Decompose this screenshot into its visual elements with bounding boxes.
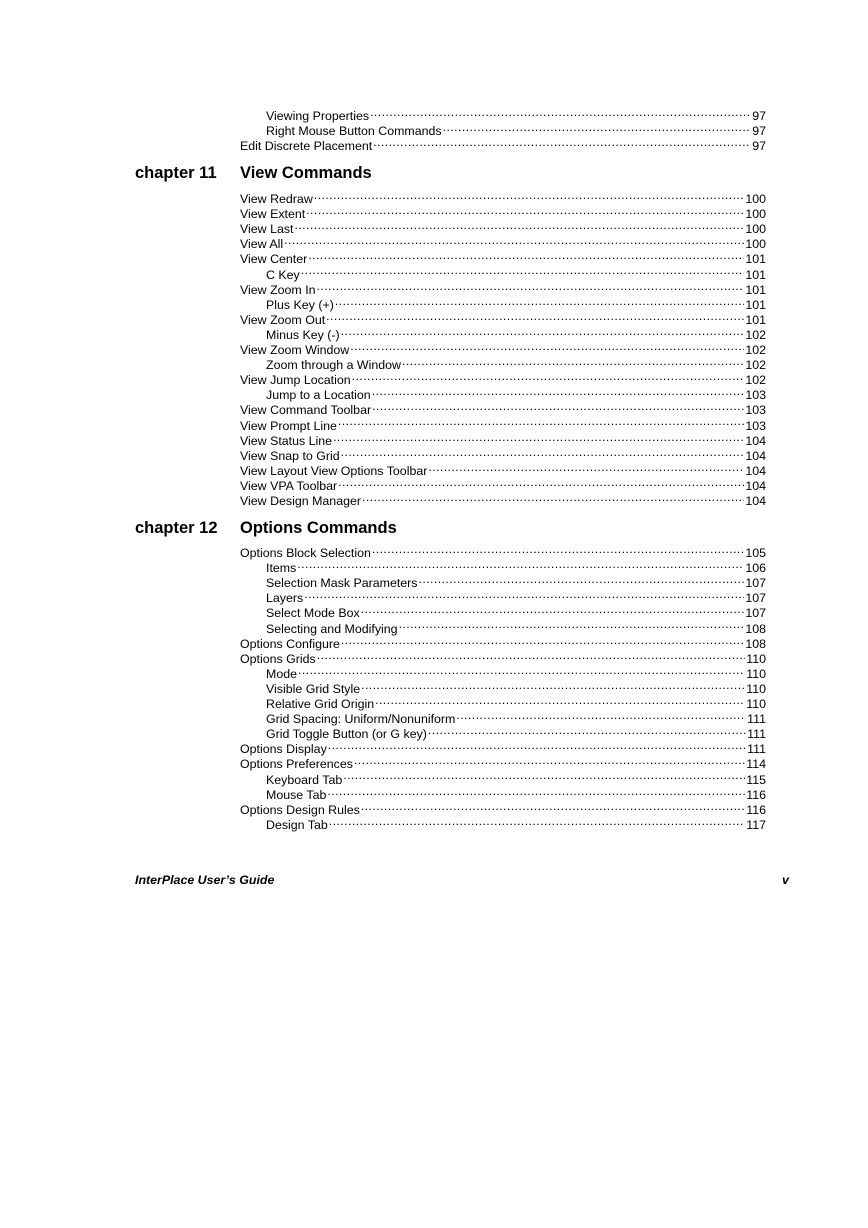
toc-entry-label: Design Tab [266,817,328,832]
toc-entry-label: View Status Line [240,433,333,448]
toc-entry-page-number: 103 [745,403,766,418]
toc-entry-label: View Zoom In [240,282,316,297]
toc-entry-page-number: 104 [745,493,766,508]
toc-entry-page-number: 110 [746,666,766,681]
chapter-11-heading [0,162,868,184]
toc-entry-label: Keyboard Tab [266,772,343,787]
toc-entry[interactable] [240,248,766,267]
toc-entry-page-number: 104 [745,448,766,463]
toc-entry-label: Options Design Rules [240,802,360,817]
dot-leader [350,339,744,354]
dot-leader [326,309,744,324]
toc-entry-page-number: 100 [745,222,766,237]
toc-entry-label: Layers [266,591,304,606]
dot-leader [375,693,745,708]
toc-top-entries [240,105,766,154]
dot-leader [443,120,752,135]
toc-entry[interactable] [240,233,766,252]
toc-entry-label: Relative Grid Origin [266,697,375,712]
toc-entry-label: View Zoom Window [240,343,350,358]
dot-leader [333,430,744,445]
dot-leader [328,738,746,753]
dot-leader [362,490,744,505]
toc-entry-page-number: 111 [747,727,766,742]
toc-entry-page-number: 105 [745,546,766,561]
toc-entry-label: Options Grids [240,651,316,666]
dot-leader [372,542,744,557]
toc-entry[interactable] [240,294,766,312]
toc-entry-label: Minus Key (-) [266,327,340,342]
toc-chapter-12-entries [240,542,766,832]
toc-entry-label: Selection Mask Parameters [266,576,418,591]
toc-entry-page-number: 97 [752,139,766,154]
toc-entry-label: Mouse Tab [266,787,327,802]
toc-entry-label: Edit Discrete Placement [240,139,373,154]
toc-entry[interactable] [240,188,766,207]
toc-entry-label: View Layout View Options Toolbar [240,463,428,478]
dot-leader [419,572,745,587]
toc-entry-page-number: 108 [745,621,766,636]
toc-entry-label: Mode [266,666,297,681]
toc-entry-label: View Snap to Grid [240,448,340,463]
dot-leader [372,399,744,414]
toc-entry[interactable] [240,602,766,621]
toc-entry-label: Right Mouse Button Commands [266,124,442,139]
dot-leader [428,723,746,738]
toc-entry-page-number: 104 [745,463,766,478]
toc-entry-label: Visible Grid Style [266,681,361,696]
toc-entry-label: Zoom through a Window [266,358,401,373]
toc-entry-label: Grid Toggle Button (or G key) [266,727,427,742]
toc-entry-label: View All [240,237,284,252]
dot-leader [317,648,745,663]
toc-entry-page-number: 102 [745,327,766,342]
toc-entry[interactable] [240,663,766,681]
toc-chapter-11-entries [240,188,766,508]
dot-leader [335,294,744,309]
toc-entry-page-number: 115 [746,772,766,787]
toc-entry-page-number: 104 [745,433,766,448]
toc-entry-page-number: 110 [746,681,766,696]
toc-entry-label: Select Mode Box [266,606,360,621]
toc-entry-label: View Design Manager [240,493,361,508]
toc-entry-page-number: 97 [752,124,766,139]
toc-entry-label: View Zoom Out [240,312,326,327]
dot-leader [297,557,744,572]
dot-leader [361,602,745,617]
toc-entry[interactable] [240,105,766,124]
toc-entry-page-number: 116 [746,802,766,817]
toc-entry-label: Options Display [240,742,327,757]
toc-entry-label: Options Block Selection [240,546,371,561]
toc-entry-page-number: 103 [745,388,766,403]
toc-entry-label: Jump to a Location [266,388,371,403]
toc-entry-page-number: 106 [745,561,766,576]
toc-entry[interactable] [240,678,766,696]
dot-leader [306,203,744,218]
toc-entry-page-number: 116 [746,787,766,802]
dot-leader [399,617,745,632]
toc-entry-page-number: 117 [746,817,766,832]
toc-entry[interactable] [240,557,766,576]
toc-entry-page-number: 97 [752,109,766,124]
dot-leader [361,799,745,814]
dot-leader [341,633,744,648]
toc-entry-page-number: 102 [745,373,766,388]
chapter-12-title: Options Commands [240,519,397,537]
dot-leader [327,784,745,799]
toc-entry-page-number: 107 [745,606,766,621]
toc-entry-label: View Extent [240,207,306,222]
dot-leader [361,678,745,693]
toc-entry-page-number: 107 [745,576,766,591]
toc-entry-page-number: 101 [745,312,766,327]
dot-leader [284,233,744,248]
dot-leader [338,414,744,429]
toc-entry-page-number: 100 [745,192,766,207]
toc-entry-page-number: 102 [745,343,766,358]
toc-entry[interactable] [240,572,766,591]
dot-leader [304,587,744,602]
footer-guide-title: InterPlace User’s Guide [135,873,275,887]
toc-entry-page-number: 114 [746,757,766,772]
chapter-11-title: View Commands [240,164,372,182]
toc-entry[interactable] [240,263,766,282]
footer-page-number: v [782,873,789,887]
toc-entry[interactable] [240,648,766,666]
toc-entry-label: View VPA Toolbar [240,478,338,493]
dot-leader [329,814,745,829]
toc-entry-page-number: 102 [745,358,766,373]
dot-leader [298,663,745,678]
toc-entry-page-number: 104 [745,478,766,493]
dot-leader [373,135,751,150]
toc-entry-label: View Last [240,222,294,237]
dot-leader [428,460,744,475]
toc-entry-label: Options Configure [240,636,340,651]
toc-entry-label: View Command Toolbar [240,403,372,418]
dot-leader [341,445,745,460]
toc-entry-label: Grid Spacing: Uniform/Nonuniform [266,712,456,727]
dot-leader [352,369,745,384]
dot-leader [370,105,751,120]
dot-leader [308,248,744,263]
toc-entry-label: Options Preferences [240,757,353,772]
toc-entry[interactable] [240,279,766,297]
toc-entry-label: View Center [240,252,308,267]
toc-entry[interactable] [240,587,766,606]
toc-entry-page-number: 101 [745,252,766,267]
toc-entry-page-number: 108 [745,636,766,651]
dot-leader [343,768,745,783]
dot-leader [317,279,745,294]
toc-entry[interactable] [240,203,766,222]
toc-entry-label: Items [266,561,297,576]
dot-leader [372,384,745,399]
dot-leader [354,753,745,768]
chapter-12-label: chapter 12 [135,519,218,537]
dot-leader [456,708,746,723]
toc-entry-page-number: 100 [745,207,766,222]
dot-leader [402,354,744,369]
toc-entry-label: C Key [266,267,300,282]
dot-leader [338,475,744,490]
toc-entry-label: View Redraw [240,192,313,207]
toc-entry-page-number: 101 [745,267,766,282]
toc-entry[interactable] [240,218,766,237]
toc-entry-page-number: 110 [746,697,766,712]
toc-entry-page-number: 111 [747,742,766,757]
toc-entry[interactable] [240,542,766,561]
toc-entry-page-number: 103 [745,418,766,433]
dot-leader [341,324,745,339]
dot-leader [301,263,745,278]
toc-entry-page-number: 111 [747,712,766,727]
toc-entry-label: View Jump Location [240,373,351,388]
dot-leader [295,218,745,233]
toc-entry-label: View Prompt Line [240,418,337,433]
toc-entry-label: Selecting and Modifying [266,621,398,636]
toc-entry-label: Viewing Properties [266,109,370,124]
toc-entry-page-number: 100 [745,237,766,252]
chapter-11-label: chapter 11 [135,164,217,182]
toc-entry-page-number: 107 [745,591,766,606]
toc-entry-page-number: 110 [746,651,766,666]
toc-entry-label: Plus Key (+) [266,297,334,312]
dot-leader [314,188,745,203]
toc-entry-page-number: 101 [745,297,766,312]
chapter-12-heading [0,517,868,539]
toc-entry-page-number: 101 [745,282,766,297]
